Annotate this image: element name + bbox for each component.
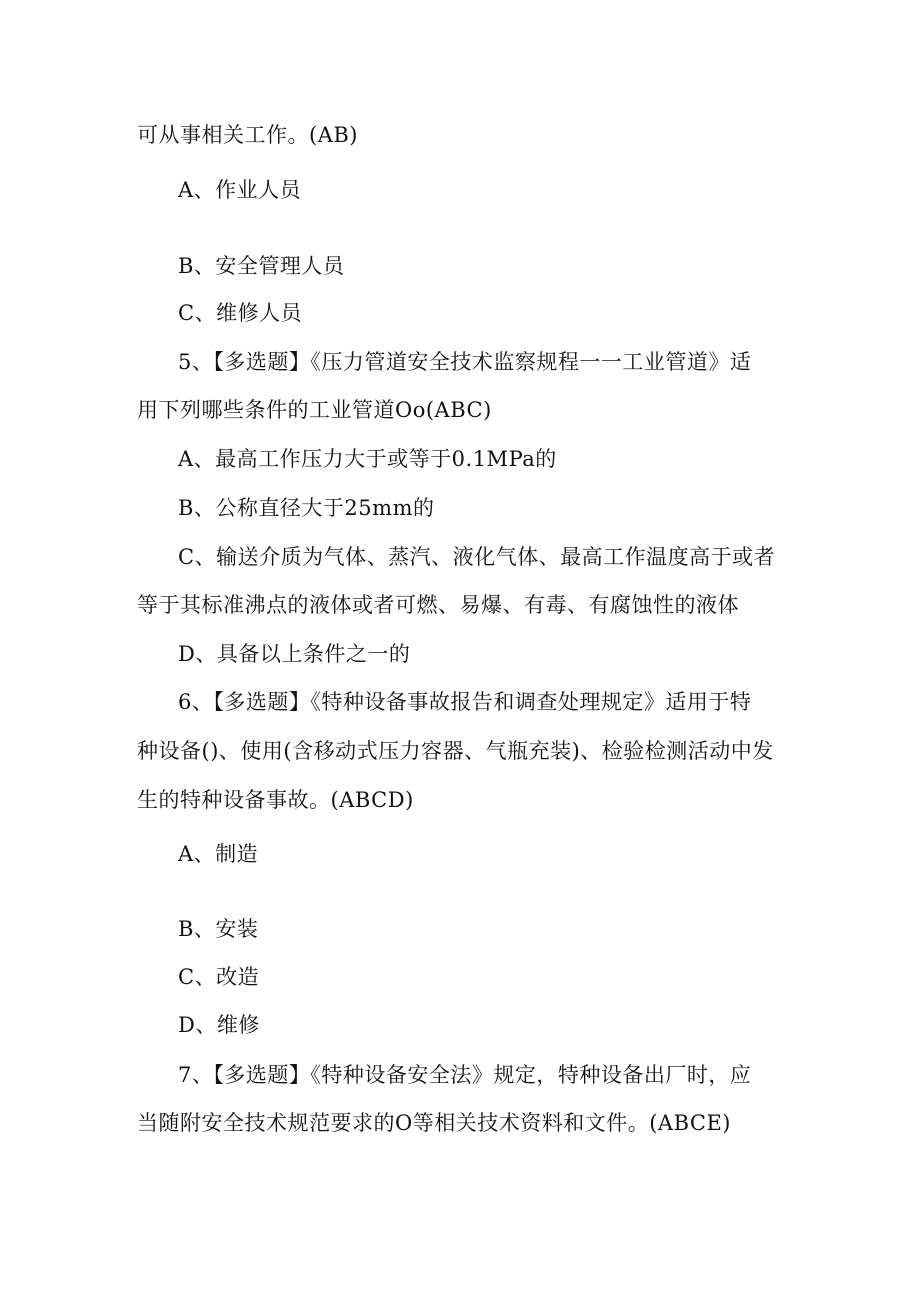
text-line: 当随附安全技术规范要求的O等相关技术资料和文件。(ABCE) [137,1111,731,1135]
option-line: C、改造 [178,965,260,989]
option-line: C、输送介质为气体、蒸汽、液化气体、最高工作温度高于或者 [178,545,776,569]
text-line: 等于其标准沸点的液体或者可燃、易爆、有毒、有腐蚀性的液体 [137,593,739,617]
option-line: A、最高工作压力大于或等于0.1MPa的 [178,447,557,471]
option-line: B、安全管理人员 [178,254,345,278]
option-line: D、具备以上条件之一的 [178,642,411,666]
option-line: B、公称直径大于25mm的 [178,496,435,520]
text-line: 可从事相关工作。(AB) [137,123,358,147]
option-line: D、维修 [178,1013,260,1037]
text-line: 用下列哪些条件的工业管道Oo(ABC) [137,398,492,422]
text-line: 生的特种设备事故。(ABCD) [137,788,414,812]
option-line: A、作业人员 [178,178,302,202]
question-line: 6、【多选题】《特种设备事故报告和调查处理规定》适用于特 [178,690,752,714]
question-line: 5、【多选题】《压力管道安全技术监察规程一一工业管道》适 [178,350,752,374]
option-line: B、安装 [178,917,259,941]
text-line: 种设备()、使用(含移动式压力容器、气瓶充装)、检验检测活动中发 [137,739,774,763]
question-line: 7、【多选题】《特种设备安全法》规定，特种设备出厂时，应 [178,1063,752,1087]
option-line: A、制造 [178,842,259,866]
option-line: C、维修人员 [178,301,303,325]
